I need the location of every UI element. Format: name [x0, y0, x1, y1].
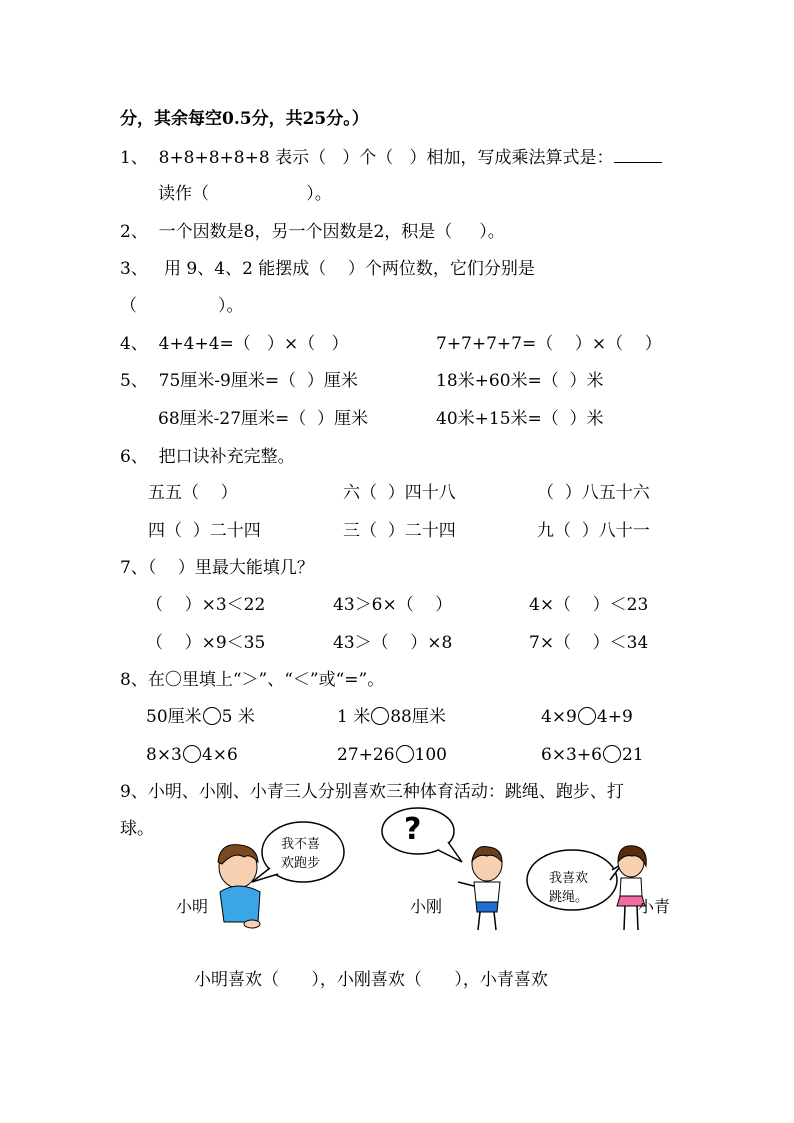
bubble-line: 我喜欢 [549, 871, 589, 886]
q7-r1-c2: 43＞6×（ ） [333, 595, 453, 615]
q2: 2、 一个因数是8，另一个因数是2，积是（ ）。 [120, 222, 505, 242]
q4-left: 4、 4+4+4=（ ）×（ ） [120, 334, 349, 354]
q9-answer-line: 小明喜欢（ ），小刚喜欢（ ），小青喜欢 [194, 970, 548, 990]
q8-r2-c3 [541, 744, 644, 766]
bubble-line: 跳绳。 [549, 890, 589, 905]
question-mark: ? [404, 812, 422, 847]
q3-line1: 3、 用 9、4、2 能摆成（ ）个两位数，它们分别是 [120, 259, 535, 279]
section-intro: 分，其余每空0.5分，共25分。） [120, 109, 369, 129]
compare-circle[interactable] [371, 707, 389, 725]
xiaoqing-illustration [524, 838, 654, 942]
q6-r2-c2: 三（ ）二十四 [343, 521, 456, 541]
xiaoming-illustration [200, 812, 360, 932]
bubble-line: 欢跑步 [281, 856, 321, 871]
q8-r1-c3 [541, 706, 633, 728]
compare-circle[interactable] [203, 707, 221, 725]
q8-left: 27+26 [337, 745, 395, 765]
q5-b: 18米+60米=（ ）米 [436, 371, 604, 391]
q7-r1-c1: （ ）×3＜22 [146, 595, 266, 615]
q6-title: 6、 把口诀补充完整。 [120, 447, 295, 467]
q6-r1-c1: 五五（ ） [148, 483, 238, 503]
q4-right: 7+7+7+7=（ ）×（ ） [436, 334, 662, 354]
q6-r1-c3: （ ）八五十六 [537, 483, 650, 503]
compare-circle[interactable] [603, 745, 621, 763]
q8-left: 6×3+6 [541, 745, 602, 765]
compare-circle[interactable] [183, 745, 201, 763]
name-xiaoming: 小明 [176, 897, 209, 916]
q1-answer-blank[interactable] [614, 146, 662, 163]
q6-r1-c2: 六（ ）四十八 [343, 483, 456, 503]
q7-r2-c3: 7×（ ）＜34 [529, 633, 649, 653]
q8-left: 50厘米 [146, 707, 202, 727]
q8-title: 8、在〇里填上“＞”、“＜”或“=”。 [120, 670, 385, 690]
q8-left: 8×3 [146, 745, 182, 765]
q3-line2: （ ）。 [120, 296, 244, 316]
q9-line1: 9、小明、小刚、小青三人分别喜欢三种体育活动：跳绳、跑步、打 [120, 782, 624, 802]
q8-right: 88厘米 [390, 707, 446, 727]
bubble-line: 我不喜 [281, 837, 321, 852]
bubble3-text [549, 869, 588, 907]
q7-title: 7、（ ）里最大能填几？ [120, 558, 314, 578]
xiaogang-illustration [380, 804, 520, 940]
q8-right: 100 [414, 745, 447, 765]
q8-r2-c1 [146, 744, 238, 766]
q6-r2-c1: 四（ ）二十四 [148, 521, 261, 541]
compare-circle[interactable] [578, 707, 596, 725]
q8-left: 1 米 [337, 707, 371, 727]
q8-r1-c2 [337, 706, 446, 728]
q7-r2-c1: （ ）×9＜35 [146, 633, 266, 653]
q1-line1 [120, 146, 662, 169]
q8-right: 5 米 [221, 707, 255, 727]
q8-r1-c1 [146, 706, 255, 728]
q9-line2: 球。 [120, 819, 154, 839]
q5-c: 68厘米-27厘米=（ ）厘米 [158, 409, 369, 429]
q1-line2: 读作（ ）。 [158, 184, 332, 204]
q8-right: 21 [621, 745, 644, 765]
name-xiaoqing: 小青 [638, 897, 671, 916]
name-xiaogang: 小刚 [410, 897, 443, 916]
q5-d: 40米+15米=（ ）米 [436, 409, 604, 429]
q8-right: 4+9 [596, 707, 633, 727]
q8-left: 4×9 [541, 707, 577, 727]
q5-a: 5、 75厘米-9厘米=（ ）厘米 [120, 371, 358, 391]
q7-r1-c3: 4×（ ）＜23 [529, 595, 649, 615]
compare-circle[interactable] [396, 745, 414, 763]
bubble1-text [281, 835, 320, 873]
q8-r2-c2 [337, 744, 447, 766]
q7-r2-c2: 43＞（ ）×8 [333, 633, 453, 653]
q6-r2-c3: 九（ ）八十一 [537, 521, 650, 541]
q1-text: 1、 8+8+8+8+8 表示（ ）个（ ）相加，写成乘法算式是： [120, 148, 614, 168]
q8-right: 4×6 [201, 745, 238, 765]
